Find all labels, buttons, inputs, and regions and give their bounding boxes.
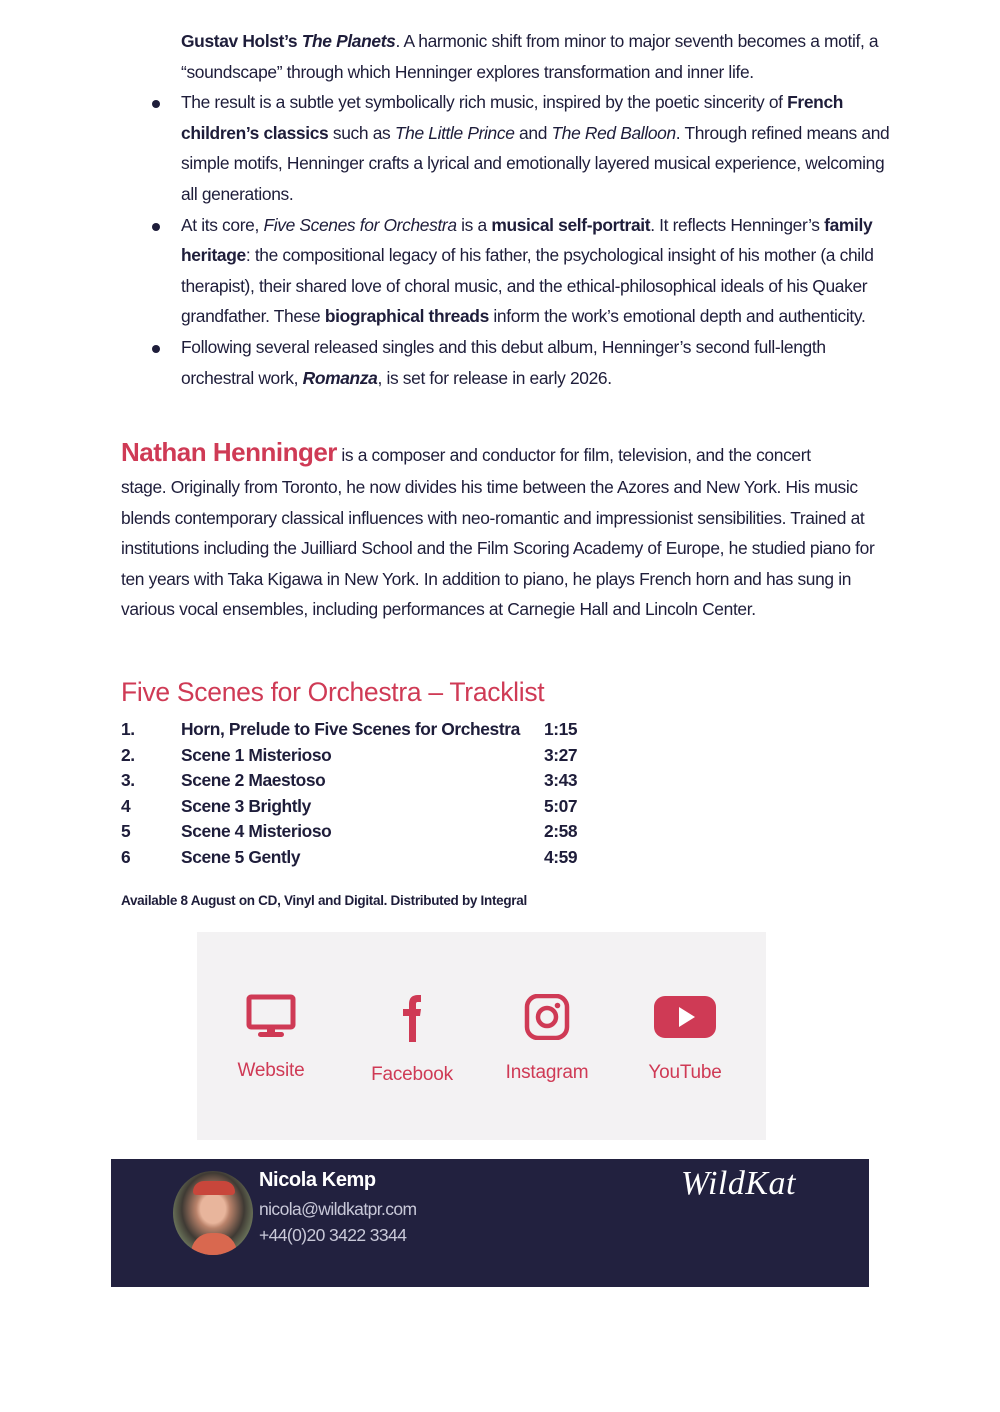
track-title: Scene 1 Misterioso <box>181 744 332 765</box>
track-duration: 3:43 <box>544 770 578 790</box>
bullet-text: The Planets <box>301 31 396 51</box>
bullet-text: Gustav Holst’s <box>181 31 302 51</box>
bullet-text: , is set for release in early 2026. <box>377 367 612 388</box>
contact-avatar <box>173 1171 253 1255</box>
avatar-headband <box>193 1181 235 1195</box>
youtube-link[interactable] <box>620 994 750 1084</box>
track-number: 4 <box>121 795 131 816</box>
bullet-item <box>121 87 891 209</box>
bullet-text: biographical threads <box>324 306 489 327</box>
track-title: Scene 2 Maestoso <box>181 770 326 790</box>
facebook-link[interactable] <box>347 994 477 1086</box>
bio-text-first: is a composer and conductor for film, television, and the concert <box>336 445 811 465</box>
track-title: Scene 5 Gently <box>181 846 301 867</box>
bullet-text: Romanza <box>302 367 378 388</box>
track-duration: 3:27 <box>544 744 578 765</box>
track-number: 3. <box>121 770 135 790</box>
bullet-dot-icon <box>152 345 160 353</box>
bullet-text: and <box>514 122 552 143</box>
contact-name: Nicola Kemp <box>259 1169 376 1191</box>
bullet-dot-icon <box>152 223 160 231</box>
track-title: Scene 4 Misterioso <box>181 821 332 841</box>
facebook-icon <box>387 994 437 1042</box>
tracklist-title: Five Scenes for Orchestra – Tracklist <box>121 677 545 707</box>
bullet-text: inform the work’s emotional depth and authenticity. <box>488 306 866 327</box>
youtube-label: YouTube <box>648 1062 722 1083</box>
track-row <box>121 717 601 743</box>
monitor-icon <box>246 994 296 1038</box>
track-duration: 4:59 <box>544 846 578 867</box>
track-row <box>121 845 601 871</box>
website-link[interactable] <box>206 994 336 1082</box>
social-links-panel <box>197 932 766 1140</box>
track-number: 1. <box>121 719 135 739</box>
track-row <box>121 794 601 820</box>
bullet-text: The Little Prince <box>394 122 515 143</box>
bullet-text: . Through refined means and simple motifs, Henninger crafts a lyrical and emotionally layered musical experience, welcoming all generations. <box>181 122 890 204</box>
track-row <box>121 768 601 794</box>
contact-phone[interactable]: +44(0)20 3422 3344 <box>259 1225 407 1245</box>
track-number: 5 <box>121 821 131 841</box>
track-number: 6 <box>121 846 131 867</box>
contact-email[interactable]: nicola@wildkatpr.com <box>259 1199 417 1219</box>
track-title: Horn, Prelude to Five Scenes for Orchestra <box>181 719 520 739</box>
bullet-item <box>121 210 891 332</box>
bullet-item <box>121 26 891 87</box>
track-row <box>121 743 601 769</box>
bullet-text: The Red Balloon <box>551 122 676 143</box>
feature-bullet-list <box>121 26 891 393</box>
track-duration: 5:07 <box>544 795 578 816</box>
bullet-dot-icon <box>152 100 160 108</box>
track-duration: 2:58 <box>544 821 578 841</box>
bullet-text: musical self-portrait <box>491 214 651 235</box>
bullet-text: The result is a subtle yet symbolically rich music, inspired by the poetic sincerity of <box>181 92 788 113</box>
bullet-text: Following several released singles and this debut album, Henninger’s second full-length orchestral work, <box>181 336 826 388</box>
track-title: Scene 3 Brightly <box>181 795 311 816</box>
track-number: 2. <box>121 744 135 765</box>
bio-paragraph <box>121 434 891 625</box>
website-label: Website <box>237 1060 305 1081</box>
avatar-shirt <box>191 1233 237 1255</box>
bullet-text: French children’s classics <box>181 92 844 143</box>
instagram-link[interactable] <box>482 994 612 1084</box>
bullet-text: : the compositional legacy of his father, the psychological insight of his mother (a child therapist), their shared love of choral music, and the ethical-philosophical ideals of his Quaker grandfather. These <box>181 245 874 327</box>
tracklist <box>121 717 601 870</box>
bullet-text: . A harmonic shift from minor to major seventh becomes a motif, a “soundscape” through which Henninger explores transformation and inner life. <box>181 31 879 82</box>
contact-footer <box>111 1159 869 1287</box>
bullet-text: such as <box>328 122 395 143</box>
track-row <box>121 819 601 845</box>
composer-name: Nathan Henninger <box>121 437 337 467</box>
facebook-label: Facebook <box>371 1064 453 1085</box>
bullet-text: is a <box>456 214 492 235</box>
bio-text-rest: stage. Originally from Toronto, he now divides his time between the Azores and New York. His music blends contemporary classical influences with neo-romantic and impressionist sensibilities. Trained at institutions including the Juilliard School and the Film Scoring Academy of Europe, he studied piano for ten years with Taka Kigawa in New York. In addition to piano, he plays French horn and has sung in various vocal ensembles, including performances at Carnegie Hall and Lincoln Center. <box>121 477 875 620</box>
instagram-label: Instagram <box>505 1062 589 1083</box>
bullet-text: At its core, <box>181 214 264 235</box>
track-duration: 1:15 <box>544 719 578 739</box>
bullet-text: Five Scenes for Orchestra <box>263 214 457 235</box>
wildkat-logo: WildKat <box>681 1165 796 1202</box>
bullet-text: . It reflects Henninger’s <box>650 214 825 235</box>
instagram-icon <box>522 994 572 1040</box>
bullet-text: family heritage <box>181 214 873 266</box>
youtube-icon <box>653 994 717 1040</box>
availability-note: Available 8 August on CD, Vinyl and Digital. Distributed by Integral <box>121 893 527 908</box>
bullet-item <box>121 332 891 393</box>
